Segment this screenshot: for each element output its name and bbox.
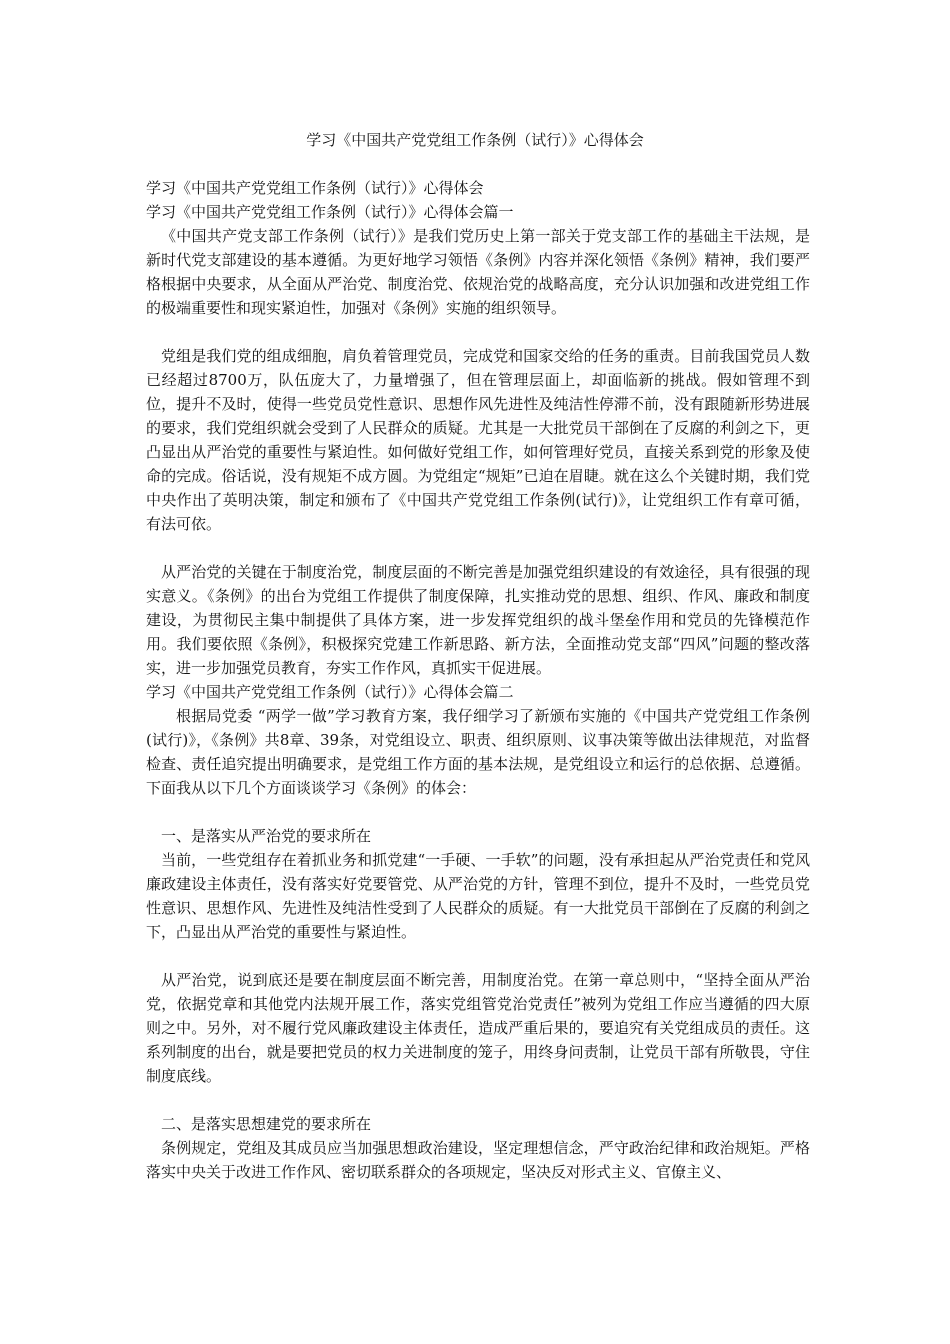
section1-heading: 一、是落实从严治党的要求所在 — [161, 827, 372, 845]
part1-heading: 学习《中国共产党党组工作条例（试行）》心得体会篇一 — [146, 203, 514, 221]
document-title: 学习《中国共产党党组工作条例（试行）》心得体会 — [306, 131, 644, 149]
part1-paragraph-3: 从严治党的关键在于制度治党，制度层面的不断完善是加强党组织建设的有效途径，具有很强的现实意义。《条例》的出台为党组工作提供了制度保障，扎实推动党的思想、组织、作风、廉政和制度建设，为贯彻民主集中制提供了具体方案，进一步发挥党组织的战斗堡垒作用和党员的先锋模范作用。我们要依照《条例》，积极探究党建工作新思路、新方法，全面推动党支部“四风”问题的整改落实，进一步加强党员教育，夯实工作作风，真抓实干促进展。 — [146, 563, 810, 677]
paragraph-spacer — [146, 944, 810, 968]
section1-paragraph-1: 当前，一些党组存在着抓业务和抓党建“一手硬、一手软”的问题，没有承担起从严治党责任和党风廉政建设主体责任，没有落实好党要管党、从严治党的方针，管理不到位，提升不及时，一些党员党性意识、思想作风、先进性及纯洁性受到了人民群众的质疑。有一大批党员干部倒在了反腐的利剑之下，凸显出从严治党的重要性与紧迫性。 — [146, 851, 810, 941]
section2-paragraph: 条例规定，党组及其成员应当加强思想政治建设，坚定理想信念，严守政治纪律和政治规矩。严格落实中央关于改进工作作风、密切联系群众的各项规定，坚决反对形式主义、官僚主义、 — [146, 1139, 810, 1181]
document-body — [146, 176, 810, 1184]
paragraph-spacer — [146, 536, 810, 560]
paragraph-spacer — [146, 1088, 810, 1112]
main-heading: 学习《中国共产党党组工作条例（试行）》心得体会 — [146, 179, 484, 197]
part1-paragraph-2: 党组是我们党的组成细胞，肩负着管理党员，完成党和国家交给的任务的重责。目前我国党员人数已经超过8700万，队伍庞大了，力量增强了，但在管理层面上，却面临新的挑战。假如管理不到位，提升不及时，使得一些党员党性意识、思想作风先进性及纯洁性停滞不前，没有跟随新形势进展的要求，我们党组织就会受到了人民群众的质疑。尤其是一大批党员干部倒在了反腐的利剑之下，更凸显出从严治党的重要性与紧迫性。如何做好党组工作，如何管理好党员，直接关系到党的形象及使命的完成。俗话说，没有规矩不成方圆。为党组定“规矩”已迫在眉睫。就在这么个关键时期，我们党中央作出了英明决策，制定和颁布了《中国共产党党组工作条例(试行)》，让党组织工作有章可循，有法可依。 — [146, 347, 810, 533]
part1-paragraph-1: 《中国共产党支部工作条例（试行）》是我们党历史上第一部关于党支部工作的基础主干法规，是新时代党支部建设的基本遵循。为更好地学习领悟《条例》内容并深化领悟《条例》精神，我们要严格根据中央要求，从全面从严治党、制度治党、依规治党的战略高度，充分认识加强和改进党组工作的极端重要性和现实紧迫性，加强对《条例》实施的组织领导。 — [146, 227, 810, 317]
section1-paragraph-2: 从严治党，说到底还是要在制度层面不断完善，用制度治党。在第一章总则中，“坚持全面从严治党，依据党章和其他党内法规开展工作，落实党组管党治党责任”被列为党组工作应当遵循的四大原则之中。另外，对不履行党风廉政建设主体责任，造成严重后果的，要追究有关党组成员的责任。这系列制度的出台，就是要把党员的权力关进制度的笼子，用终身问责制，让党员干部有所敬畏，守住制度底线。 — [146, 971, 810, 1085]
part2-intro-paragraph: 根据局党委 “两学一做”学习教育方案，我仔细学习了新颁布实施的《中国共产党党组工作条例(试行)》，《条例》共8章、39条，对党组设立、职责、组织原则、议事决策等做出法律规范，对监督检查、责任追究提出明确要求，是党组工作方面的基本法规，是党组设立和运行的总依据、总遵循。下面我从以下几个方面谈谈学习《条例》的体会： — [146, 707, 810, 797]
paragraph-spacer — [146, 800, 810, 824]
paragraph-spacer — [146, 320, 810, 344]
part2-heading: 学习《中国共产党党组工作条例（试行）》心得体会篇二 — [146, 683, 514, 701]
section2-heading: 二、是落实思想建党的要求所在 — [161, 1115, 372, 1133]
